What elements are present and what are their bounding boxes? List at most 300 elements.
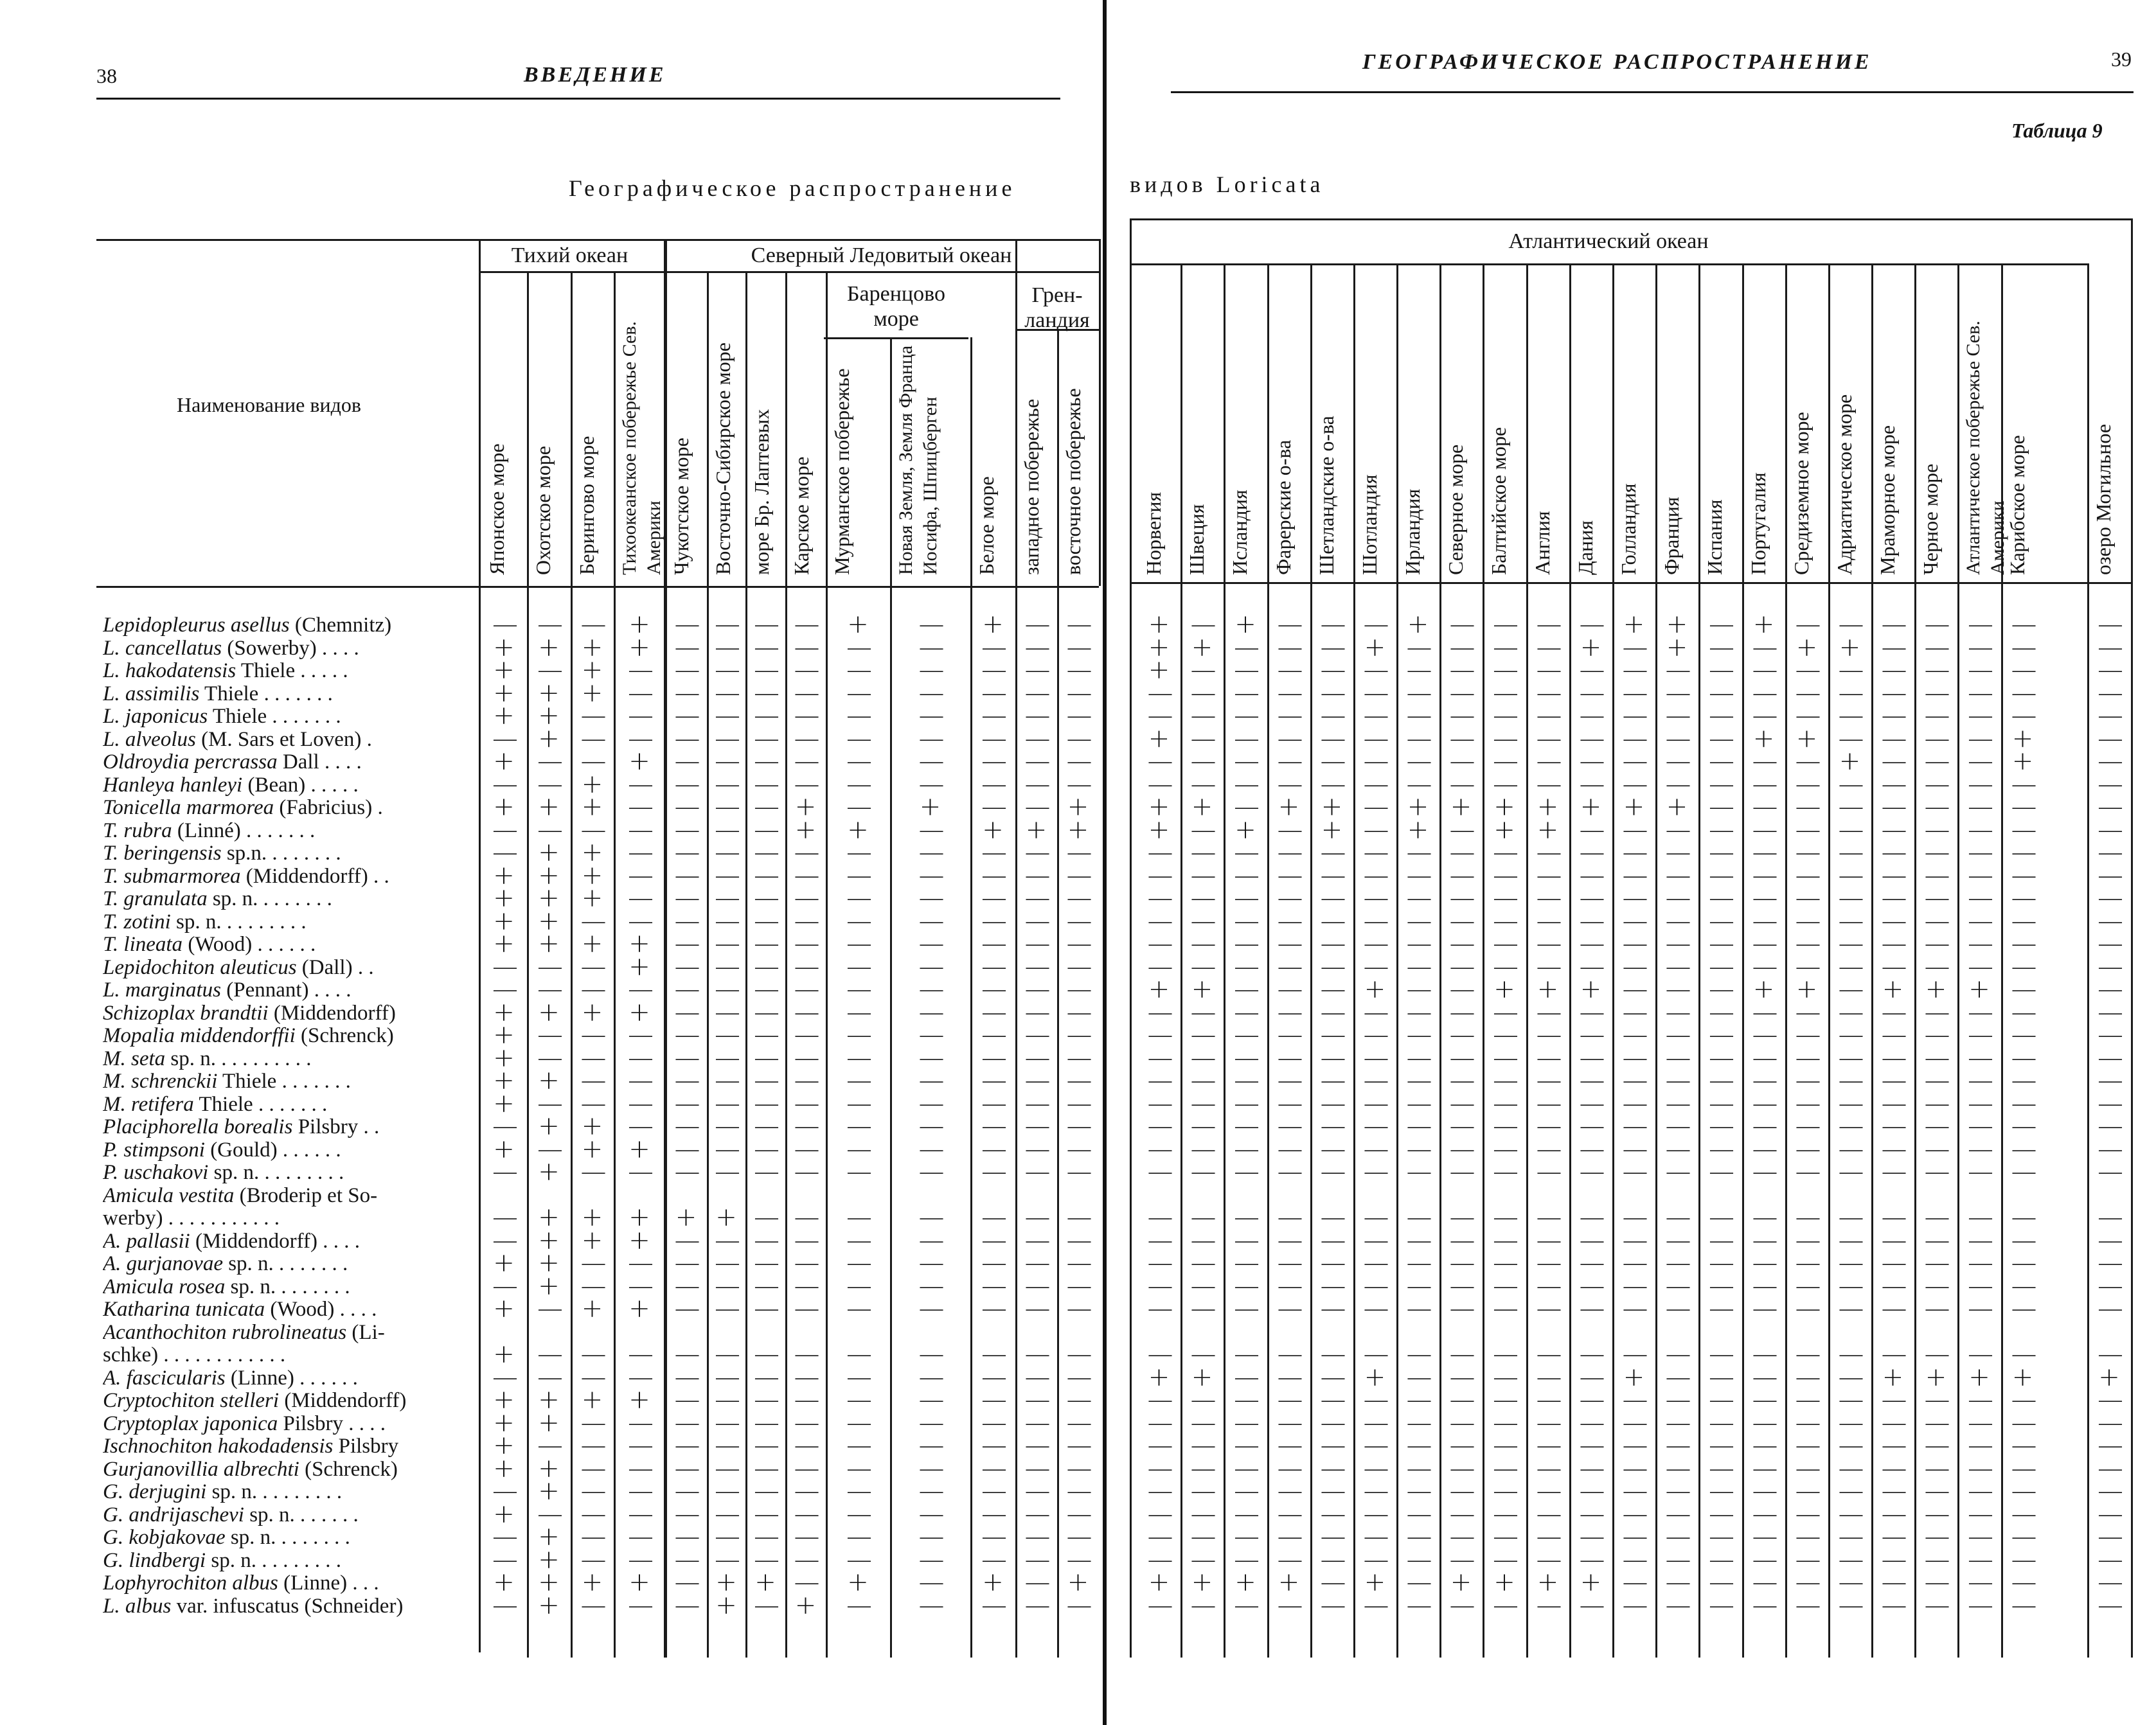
species-author: Pilsbry bbox=[333, 1435, 399, 1458]
absence-mark: — bbox=[1234, 1066, 1260, 1095]
absence-mark: — bbox=[981, 883, 1007, 913]
absence-mark: — bbox=[1579, 678, 1605, 708]
absence-mark: — bbox=[1024, 1590, 1051, 1620]
absence-mark: — bbox=[981, 1203, 1007, 1232]
absence-mark: — bbox=[628, 1111, 654, 1141]
absence-mark: — bbox=[1968, 1522, 1993, 1552]
absence-mark: — bbox=[492, 1271, 518, 1301]
absence-mark: — bbox=[1968, 747, 1993, 776]
absence-mark: — bbox=[1449, 1088, 1475, 1119]
absence-mark: — bbox=[1881, 860, 1907, 890]
absence-mark: — bbox=[1579, 815, 1605, 845]
species-row bbox=[103, 1298, 472, 1322]
absence-mark: — bbox=[981, 975, 1007, 1004]
absence-mark: — bbox=[537, 1294, 563, 1323]
absence-mark: — bbox=[1881, 1408, 1907, 1438]
absence-mark: — bbox=[1406, 1043, 1432, 1073]
absence-mark: — bbox=[846, 655, 872, 685]
absence-mark: — bbox=[715, 975, 740, 1004]
column-rule bbox=[2131, 218, 2133, 1658]
absence-mark: — bbox=[1066, 1499, 1092, 1529]
absence-mark: — bbox=[1709, 1453, 1734, 1483]
absence-mark: — bbox=[1234, 1362, 1260, 1392]
absence-mark: — bbox=[1493, 1476, 1519, 1506]
absence-mark: — bbox=[1320, 1066, 1346, 1095]
absence-mark: — bbox=[754, 610, 780, 639]
absence-mark: — bbox=[1234, 769, 1260, 799]
absence-mark: — bbox=[1277, 1066, 1303, 1095]
absence-mark: — bbox=[580, 1271, 607, 1301]
absence-mark: — bbox=[846, 1294, 872, 1323]
absence-mark: — bbox=[628, 1499, 654, 1529]
absence-mark: — bbox=[1363, 883, 1389, 913]
presence-mark: + bbox=[982, 815, 1004, 845]
presence-mark: + bbox=[493, 1340, 515, 1369]
group-atlantic: Атлантический океан bbox=[1508, 229, 1709, 253]
absence-mark: — bbox=[715, 1431, 740, 1460]
absence-mark: — bbox=[674, 815, 700, 845]
column-rule bbox=[1612, 263, 1614, 1658]
absence-mark: — bbox=[1234, 1271, 1260, 1301]
absence-mark: — bbox=[715, 1408, 740, 1438]
absence-mark: — bbox=[1147, 678, 1173, 708]
presence-mark: + bbox=[1321, 815, 1343, 845]
absence-mark: — bbox=[1838, 860, 1864, 890]
presence-mark: + bbox=[581, 1568, 603, 1597]
absence-mark: — bbox=[537, 815, 563, 845]
absence-mark: — bbox=[1363, 610, 1389, 639]
absence-mark: — bbox=[1190, 1248, 1216, 1278]
absence-mark: — bbox=[754, 1020, 780, 1050]
absence-mark: — bbox=[1024, 1157, 1051, 1187]
header-bottom-rule-right bbox=[1130, 582, 2131, 584]
absence-mark: — bbox=[794, 1453, 820, 1483]
absence-mark: — bbox=[846, 1225, 872, 1255]
absence-mark: — bbox=[754, 1476, 780, 1506]
presence-mark: + bbox=[538, 1453, 560, 1483]
absence-mark: — bbox=[1622, 1590, 1648, 1620]
presence-mark: + bbox=[493, 1134, 515, 1164]
absence-mark: — bbox=[537, 747, 563, 776]
species-author: Pilsbry . . . . bbox=[278, 1412, 386, 1435]
absence-mark: — bbox=[1190, 929, 1216, 959]
presence-mark: + bbox=[538, 929, 560, 959]
absence-mark: — bbox=[1493, 1271, 1519, 1301]
presence-mark: + bbox=[628, 1294, 650, 1323]
absence-mark: — bbox=[1066, 632, 1092, 662]
species-row bbox=[103, 683, 472, 706]
absence-mark: — bbox=[1406, 1544, 1432, 1575]
absence-mark: — bbox=[1622, 723, 1648, 754]
absence-mark: — bbox=[1024, 1043, 1051, 1073]
absence-mark: — bbox=[1795, 815, 1821, 845]
absence-mark: — bbox=[1190, 1590, 1216, 1620]
absence-mark: — bbox=[1709, 1066, 1734, 1095]
absence-mark: — bbox=[1066, 929, 1092, 959]
column-rule bbox=[1267, 263, 1269, 1658]
absence-mark: — bbox=[1277, 906, 1303, 936]
absence-mark: — bbox=[492, 951, 518, 982]
absence-mark: — bbox=[1493, 1043, 1519, 1073]
absence-mark: — bbox=[1320, 1294, 1346, 1323]
absence-mark: — bbox=[1234, 860, 1260, 890]
absence-mark: — bbox=[1493, 997, 1519, 1027]
absence-mark: — bbox=[1363, 1453, 1389, 1483]
species-genus: Amicula vestita bbox=[103, 1184, 235, 1207]
absence-mark: — bbox=[1147, 1088, 1173, 1119]
presence-mark: + bbox=[754, 1568, 776, 1597]
species-author: (Linne) . . . . . . bbox=[225, 1367, 358, 1390]
absence-mark: — bbox=[981, 1043, 1007, 1073]
absence-mark: — bbox=[918, 838, 945, 867]
absence-mark: — bbox=[1924, 723, 1950, 754]
absence-mark: — bbox=[918, 1271, 945, 1301]
absence-mark: — bbox=[1320, 860, 1346, 890]
presence-mark: + bbox=[581, 1203, 603, 1232]
absence-mark: — bbox=[674, 1476, 700, 1506]
absence-mark: — bbox=[1234, 701, 1260, 730]
absence-mark: — bbox=[1320, 610, 1346, 639]
absence-mark: — bbox=[1190, 1043, 1216, 1073]
species-author: sp. n. . . . . . . . bbox=[207, 888, 332, 910]
absence-mark: — bbox=[1968, 769, 1993, 799]
absence-mark: — bbox=[794, 1362, 820, 1392]
absence-mark: — bbox=[918, 1111, 945, 1141]
absence-mark: — bbox=[1665, 1248, 1691, 1278]
column-rule bbox=[1569, 263, 1571, 1658]
absence-mark: — bbox=[2011, 951, 2037, 982]
absence-mark: — bbox=[918, 1203, 945, 1232]
column-header: Португалия bbox=[1747, 472, 1770, 575]
absence-mark: — bbox=[1924, 1453, 1950, 1483]
absence-mark: — bbox=[1622, 929, 1648, 959]
species-author: (Schrenck) bbox=[299, 1458, 398, 1481]
absence-mark: — bbox=[1449, 1590, 1475, 1620]
absence-mark: — bbox=[1147, 1453, 1173, 1483]
absence-mark: — bbox=[628, 1088, 654, 1119]
column-rule bbox=[1439, 263, 1441, 1658]
absence-mark: — bbox=[715, 678, 740, 708]
absence-mark: — bbox=[1838, 1134, 1864, 1164]
absence-mark: — bbox=[1449, 883, 1475, 913]
absence-mark: — bbox=[1709, 1499, 1734, 1529]
absence-mark: — bbox=[1536, 906, 1562, 936]
absence-mark: — bbox=[1622, 747, 1648, 776]
absence-mark: — bbox=[1234, 1020, 1260, 1050]
column-rule bbox=[1099, 239, 1101, 586]
presence-mark: + bbox=[538, 723, 560, 754]
absence-mark: — bbox=[1277, 1362, 1303, 1392]
absence-mark: — bbox=[1622, 1340, 1648, 1369]
absence-mark: — bbox=[1579, 1271, 1605, 1301]
absence-mark: — bbox=[1066, 1431, 1092, 1460]
presence-mark: + bbox=[715, 1203, 737, 1232]
absence-mark: — bbox=[981, 997, 1007, 1027]
absence-mark: — bbox=[846, 883, 872, 913]
absence-mark: — bbox=[1024, 769, 1051, 799]
absence-mark: — bbox=[1320, 1111, 1346, 1141]
absence-mark: — bbox=[1320, 701, 1346, 730]
absence-mark: — bbox=[1234, 1476, 1260, 1506]
absence-mark: — bbox=[1579, 1340, 1605, 1369]
absence-mark: — bbox=[1838, 723, 1864, 754]
absence-mark: — bbox=[2098, 1043, 2123, 1073]
absence-mark: — bbox=[1838, 1066, 1864, 1095]
absence-mark: — bbox=[1066, 1203, 1092, 1232]
absence-mark: — bbox=[1024, 1020, 1051, 1050]
absence-mark: — bbox=[580, 975, 607, 1004]
species-genus: A. gurjanovae bbox=[103, 1253, 223, 1275]
absence-mark: — bbox=[1665, 1020, 1691, 1050]
absence-mark: — bbox=[754, 1134, 780, 1164]
species-row bbox=[103, 1185, 472, 1208]
absence-mark: — bbox=[794, 906, 820, 936]
absence-mark: — bbox=[1066, 1385, 1092, 1415]
absence-mark: — bbox=[674, 1385, 700, 1415]
absence-mark: — bbox=[1622, 1203, 1648, 1232]
absence-mark: — bbox=[1363, 1020, 1389, 1050]
presence-mark: + bbox=[493, 997, 515, 1027]
absence-mark: — bbox=[1277, 815, 1303, 845]
absence-mark: — bbox=[2011, 1340, 2037, 1369]
absence-mark: — bbox=[1968, 610, 1993, 639]
absence-mark: — bbox=[1838, 1271, 1864, 1301]
absence-mark: — bbox=[674, 1271, 700, 1301]
absence-mark: — bbox=[1795, 1088, 1821, 1119]
absence-mark: — bbox=[674, 1225, 700, 1255]
absence-mark: — bbox=[1795, 1544, 1821, 1575]
presence-mark: + bbox=[493, 678, 515, 708]
absence-mark: — bbox=[674, 906, 700, 936]
absence-mark: — bbox=[1449, 1271, 1475, 1301]
absence-mark: — bbox=[1493, 1590, 1519, 1620]
presence-mark: + bbox=[581, 929, 603, 959]
absence-mark: — bbox=[1147, 906, 1173, 936]
absence-mark: — bbox=[1449, 723, 1475, 754]
absence-mark: — bbox=[1579, 838, 1605, 867]
presence-mark: + bbox=[1364, 1362, 1386, 1392]
species-genus: T. lineata bbox=[103, 933, 183, 956]
absence-mark: — bbox=[1320, 1522, 1346, 1552]
presence-mark: + bbox=[1493, 792, 1515, 822]
absence-mark: — bbox=[1709, 1088, 1734, 1119]
column-header: Балтийское море bbox=[1487, 427, 1510, 575]
absence-mark: — bbox=[1536, 610, 1562, 639]
absence-mark: — bbox=[1147, 1203, 1173, 1232]
absence-mark: — bbox=[1924, 1203, 1950, 1232]
absence-mark: — bbox=[1406, 1111, 1432, 1141]
column-header: Карское море bbox=[790, 456, 813, 575]
absence-mark: — bbox=[1968, 1544, 1993, 1575]
group-arctic: Северный Ледовитый океан bbox=[751, 243, 1012, 267]
absence-mark: — bbox=[918, 1544, 945, 1575]
absence-mark: — bbox=[2011, 1294, 2037, 1323]
species-genus: A. pallasii bbox=[103, 1230, 190, 1253]
species-genus: T. zotini bbox=[103, 910, 171, 933]
presence-mark: + bbox=[1537, 1568, 1559, 1597]
absence-mark: — bbox=[1622, 1499, 1648, 1529]
presence-mark: + bbox=[1623, 792, 1645, 822]
absence-mark: — bbox=[1147, 1408, 1173, 1438]
presence-mark: + bbox=[715, 1568, 737, 1597]
absence-mark: — bbox=[1363, 1590, 1389, 1620]
species-genus: Tonicella marmorea bbox=[103, 797, 274, 819]
absence-mark: — bbox=[1752, 1408, 1778, 1438]
absence-mark: — bbox=[1066, 1157, 1092, 1187]
absence-mark: — bbox=[2011, 1385, 2037, 1415]
absence-mark: — bbox=[1190, 1294, 1216, 1323]
absence-mark: — bbox=[2098, 1225, 2123, 1255]
column-header: Ирландия bbox=[1401, 488, 1424, 575]
presence-mark: + bbox=[538, 678, 560, 708]
absence-mark: — bbox=[2098, 1522, 2123, 1552]
absence-mark: — bbox=[715, 1340, 740, 1369]
absence-mark: — bbox=[537, 975, 563, 1004]
absence-mark: — bbox=[2011, 792, 2037, 822]
column-rule bbox=[785, 271, 787, 1658]
absence-mark: — bbox=[1147, 1134, 1173, 1164]
absence-mark: — bbox=[1665, 1066, 1691, 1095]
absence-mark: — bbox=[1406, 929, 1432, 959]
absence-mark: — bbox=[1968, 1476, 1993, 1506]
absence-mark: — bbox=[1066, 1043, 1092, 1073]
presence-mark: + bbox=[538, 1111, 560, 1141]
absence-mark: — bbox=[628, 1408, 654, 1438]
absence-mark: — bbox=[1190, 838, 1216, 867]
absence-mark: — bbox=[1066, 1111, 1092, 1141]
absence-mark: — bbox=[1968, 1134, 1993, 1164]
absence-mark: — bbox=[1665, 747, 1691, 776]
absence-mark: — bbox=[1190, 1499, 1216, 1529]
absence-mark: — bbox=[1838, 1431, 1864, 1460]
presence-mark: + bbox=[1493, 975, 1515, 1004]
absence-mark: — bbox=[1709, 906, 1734, 936]
absence-mark: — bbox=[2098, 769, 2123, 799]
absence-mark: — bbox=[754, 1294, 780, 1323]
absence-mark: — bbox=[1752, 1043, 1778, 1073]
absence-mark: — bbox=[1406, 1385, 1432, 1415]
absence-mark: — bbox=[1881, 1385, 1907, 1415]
absence-mark: — bbox=[1066, 1271, 1092, 1301]
absence-mark: — bbox=[918, 1568, 945, 1597]
absence-mark: — bbox=[1024, 632, 1051, 662]
presence-mark: + bbox=[493, 655, 515, 685]
absence-mark: — bbox=[580, 1431, 607, 1460]
absence-mark: — bbox=[1277, 1134, 1303, 1164]
species-author: (Fabricius) . bbox=[274, 797, 383, 819]
absence-mark: — bbox=[1234, 1522, 1260, 1552]
absence-mark: — bbox=[1320, 1408, 1346, 1438]
absence-mark: — bbox=[1709, 1043, 1734, 1073]
absence-mark: — bbox=[918, 1431, 945, 1460]
absence-mark: — bbox=[1881, 1203, 1907, 1232]
species-row bbox=[103, 1230, 472, 1253]
absence-mark: — bbox=[1277, 1248, 1303, 1278]
absence-mark: — bbox=[1493, 701, 1519, 730]
absence-mark: — bbox=[537, 1340, 563, 1369]
absence-mark: — bbox=[918, 815, 945, 845]
presence-mark: + bbox=[1407, 792, 1429, 822]
species-author: (Linné) . . . . . . . bbox=[172, 819, 316, 842]
presence-mark: + bbox=[675, 1203, 697, 1232]
absence-mark: — bbox=[1795, 1248, 1821, 1278]
absence-mark: — bbox=[674, 1568, 700, 1597]
absence-mark: — bbox=[1622, 1043, 1648, 1073]
absence-mark: — bbox=[1190, 701, 1216, 730]
absence-mark: — bbox=[1190, 678, 1216, 708]
absence-mark: — bbox=[1536, 883, 1562, 913]
absence-mark: — bbox=[754, 655, 780, 685]
presence-mark: + bbox=[1493, 1568, 1515, 1597]
absence-mark: — bbox=[1536, 1271, 1562, 1301]
presence-mark: + bbox=[982, 610, 1004, 639]
absence-mark: — bbox=[1449, 838, 1475, 867]
absence-mark: — bbox=[1968, 1590, 1993, 1620]
species-author: sp. n. . . . . . . . . bbox=[170, 910, 307, 933]
absence-mark: — bbox=[1881, 1111, 1907, 1141]
absence-mark: — bbox=[1536, 860, 1562, 890]
absence-mark: — bbox=[1190, 1408, 1216, 1438]
absence-mark: — bbox=[1320, 1043, 1346, 1073]
species-genus: T. granulata bbox=[103, 888, 208, 910]
presence-mark: + bbox=[1234, 610, 1256, 639]
column-header: Японское море bbox=[485, 443, 508, 575]
column-rule bbox=[745, 271, 747, 1658]
species-genus: M. seta bbox=[103, 1047, 166, 1070]
absence-mark: — bbox=[492, 1522, 518, 1552]
absence-mark: — bbox=[1066, 838, 1092, 867]
presence-mark: + bbox=[493, 906, 515, 936]
species-row bbox=[103, 774, 472, 797]
absence-mark: — bbox=[2011, 860, 2037, 890]
species-author: Pilsbry . . bbox=[292, 1116, 380, 1138]
absence-mark: — bbox=[1190, 1088, 1216, 1119]
absence-mark: — bbox=[1493, 906, 1519, 936]
absence-mark: — bbox=[1795, 701, 1821, 730]
absence-mark: — bbox=[1881, 1522, 1907, 1552]
absence-mark: — bbox=[794, 1203, 820, 1232]
absence-mark: — bbox=[1066, 769, 1092, 799]
presence-mark: + bbox=[1795, 632, 1818, 662]
absence-mark: — bbox=[1277, 1020, 1303, 1050]
absence-mark: — bbox=[1449, 951, 1475, 982]
absence-mark: — bbox=[1536, 1499, 1562, 1529]
absence-mark: — bbox=[2098, 1340, 2123, 1369]
absence-mark: — bbox=[1968, 1066, 1993, 1095]
absence-mark: — bbox=[1277, 1294, 1303, 1323]
presence-mark: + bbox=[493, 701, 515, 730]
column-rule bbox=[1180, 263, 1182, 1658]
presence-mark: + bbox=[1234, 1568, 1256, 1597]
absence-mark: — bbox=[981, 1385, 1007, 1415]
absence-mark: — bbox=[674, 655, 700, 685]
absence-mark: — bbox=[1190, 747, 1216, 776]
absence-mark: — bbox=[1449, 1020, 1475, 1050]
absence-mark: — bbox=[580, 1088, 607, 1119]
absence-mark: — bbox=[1709, 883, 1734, 913]
species-row bbox=[103, 614, 472, 637]
absence-mark: — bbox=[1066, 883, 1092, 913]
absence-mark: — bbox=[1838, 1157, 1864, 1187]
absence-mark: — bbox=[2098, 655, 2123, 685]
absence-mark: — bbox=[1838, 1088, 1864, 1119]
presence-mark: + bbox=[1839, 747, 1861, 776]
absence-mark: — bbox=[1024, 792, 1051, 822]
absence-mark: — bbox=[1277, 997, 1303, 1027]
absence-mark: — bbox=[1320, 906, 1346, 936]
absence-mark: — bbox=[1795, 1499, 1821, 1529]
absence-mark: — bbox=[1024, 1568, 1051, 1597]
